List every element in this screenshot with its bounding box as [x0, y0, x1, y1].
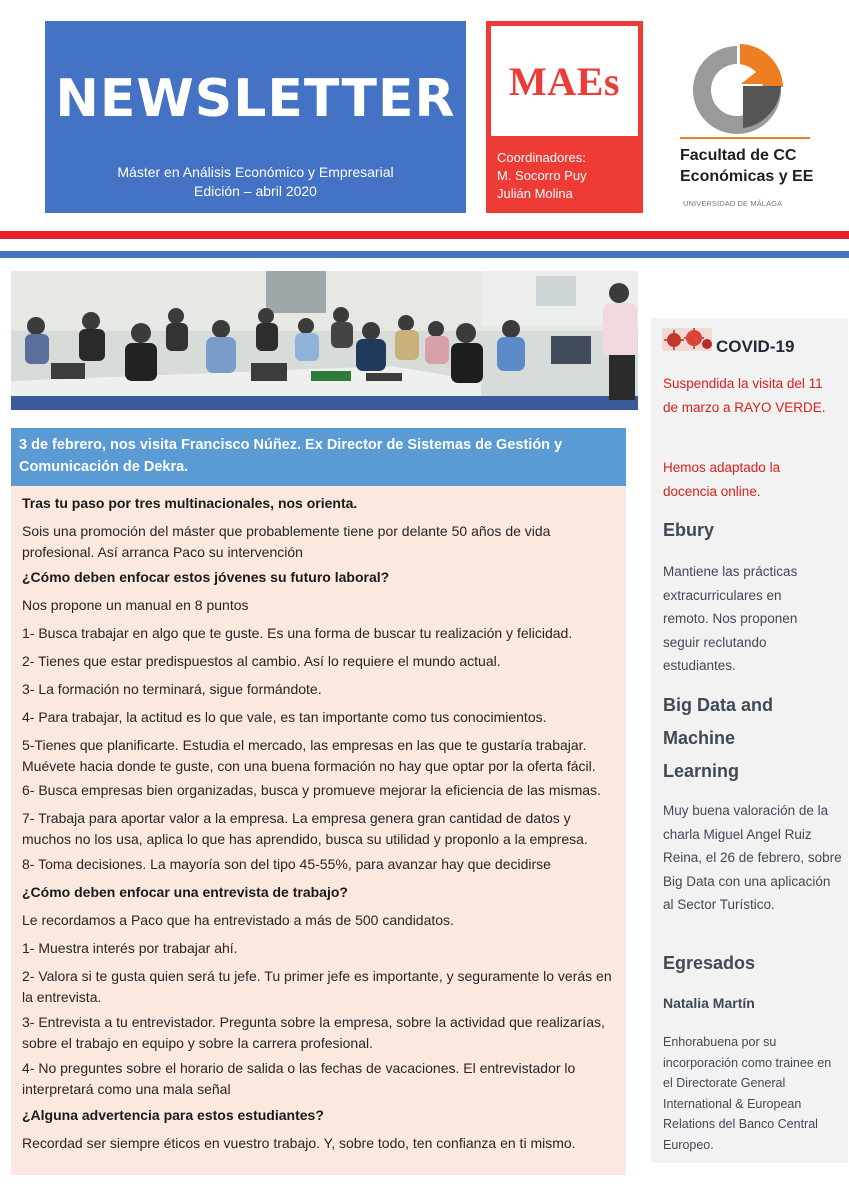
coordinators-label: Coordinadores: — [497, 150, 586, 165]
bigdata-text: Muy buena valoración de la charla Miguel Angel Ruiz Reina, el 26 de febrero, sobre Big Data con una aplicación al Sector Turístico. — [663, 803, 842, 912]
coordinator-name: M. Socorro Puy — [497, 168, 587, 183]
bigdata-title: Big Data and Machine Learning — [663, 695, 774, 781]
article-paragraph: Tras tu paso por tres multinacionales, nos orienta. — [22, 495, 358, 511]
covid-notice: Hemos adaptado la docencia online. — [663, 460, 781, 499]
university-name: UNIVERSIDAD DE MÁLAGA — [683, 199, 783, 208]
red-divider — [0, 231, 849, 239]
article-paragraph: Sois una promoción del máster que probablemente tiene por delante 50 años de vida profesional. Así arranca Paco su intervención — [22, 523, 551, 560]
program-name: Máster en Análisis Económico y Empresarial — [117, 164, 394, 180]
article-paragraph: 5-Tienes que planificarte. Estudia el mercado, las empresas en las que te gustaría trabajar. Muévete hacia donde te guste, con una buena formación no hay que optar por la oferta fácil. — [22, 737, 596, 774]
newsletter-banner — [45, 21, 466, 213]
article-paragraph: ¿Cómo deben enfocar estos jóvenes su futuro laboral? — [22, 569, 390, 585]
article-paragraph: 4- Para trabajar, la actitud es lo que vale, es tan importante como tus conocimientos. — [22, 709, 547, 725]
newsletter-subtitle — [45, 163, 466, 201]
article-paragraph: 4- No preguntes sobre el horario de salida o las fechas de vacaciones. El entrevistador lo interpretará como una mala señal — [22, 1060, 576, 1097]
maes-logo-banner — [491, 26, 638, 136]
article-paragraph: ¿Alguna advertencia para estos estudiantes? — [22, 1107, 324, 1123]
article-paragraph: Nos propone un manual en 8 puntos — [22, 597, 249, 613]
article-paragraph: 1- Muestra interés por trabajar ahí. — [22, 940, 238, 956]
alumni-text: Enhorabuena por su incorporación como trainee en el Directorate General International & European Relations del Banco Central Europeo. — [663, 1035, 832, 1152]
article-paragraph: 3- Entrevista a tu entrevistador. Pregunta sobre la empresa, sobre la actividad que realizarías, sobre el trabajo en equipo y sobre la carrera profesional. — [22, 1014, 605, 1051]
coordinators — [497, 149, 587, 203]
alumni-name: Natalia Martín — [663, 995, 755, 1011]
article-paragraph: Recordad ser siempre éticos en vuestro trabajo. Y, sobre todo, ten confianza en ti mismo. — [22, 1135, 576, 1151]
maes-panel — [486, 21, 643, 213]
newsletter-title: NEWSLETTER — [55, 69, 456, 129]
virus-icon — [662, 328, 712, 351]
maes-logo: MAEs — [509, 59, 620, 104]
faculty-name — [680, 145, 813, 187]
article-paragraph: 2- Valora si te gusta quien será tu jefe. Tu primer jefe es importante, y seguramente lo verás en la entrevista. — [22, 968, 612, 1005]
faculty-name-line: Económicas y EE — [680, 168, 814, 185]
edition-date: Edición – abril 2020 — [194, 183, 317, 199]
covid-title: COVID-19 — [716, 337, 795, 356]
article-paragraph: 3- La formación no terminará, sigue formándote. — [22, 681, 322, 697]
alumni-title: Egresados — [663, 953, 756, 973]
coordinator-name: Julián Molina — [497, 186, 573, 201]
article-paragraph: 1- Busca trabajar en algo que te guste. Es una forma de buscar tu realización y felicidad. — [22, 625, 573, 641]
article-headline: 3 de febrero, nos visita Francisco Núñez. Ex Director de Sistemas de Gestión y Comunicación de Dekra. — [11, 428, 626, 486]
article-paragraph: 7- Trabaja para aportar valor a la empresa. La empresa genera gran cantidad de datos y muchos no los usa, aplica lo que has aprendido, busca su utilidad y proponlo a la empresa. — [22, 810, 588, 847]
ebury-title: Ebury — [663, 520, 715, 540]
faculty-logo-icon — [683, 40, 791, 140]
article-paragraph: ¿Cómo deben enfocar una entrevista de trabajo? — [22, 884, 348, 900]
blue-divider — [0, 251, 849, 258]
faculty-name-line: Facultad de CC — [680, 147, 797, 164]
article-paragraph: 8- Toma decisiones. La mayoría son del tipo 45-55%, para avanzar hay que decidirse — [22, 856, 551, 872]
article-paragraph: 6- Busca empresas bien organizadas, busca y promueve mejorar la eficiencia de las mismas. — [22, 782, 601, 798]
article-paragraph: Le recordamos a Paco que ha entrevistado a más de 500 candidatos. — [22, 912, 454, 928]
covid-notice: Suspendida la visita del 11 de marzo a RAYO VERDE. — [663, 376, 826, 415]
article-paragraph: 2- Tienes que estar predispuestos al cambio. Así lo requiere el mundo actual. — [22, 653, 501, 669]
classroom-photo — [11, 271, 638, 410]
article-body — [11, 486, 626, 1175]
faculty-divider — [680, 137, 810, 139]
ebury-text: Mantiene las prácticas extracurriculares en remoto. Nos proponen seguir reclutando estudiantes. — [663, 564, 798, 673]
